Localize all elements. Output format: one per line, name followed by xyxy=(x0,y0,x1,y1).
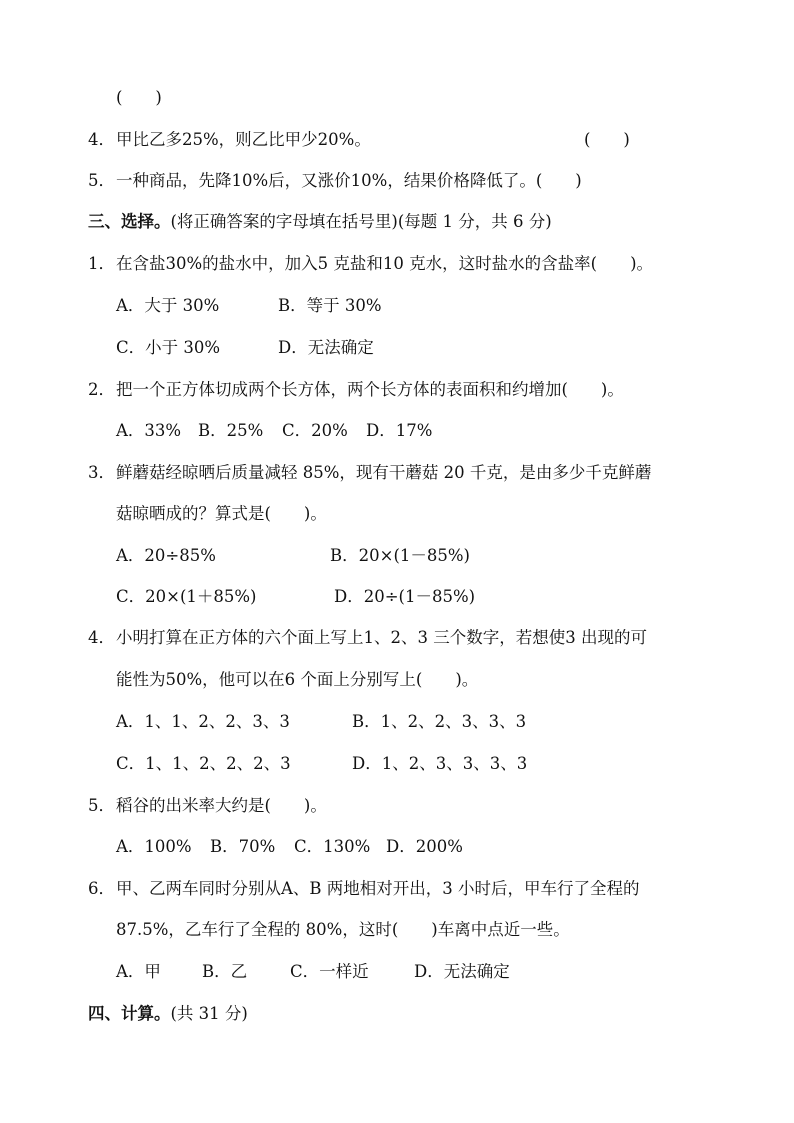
s3-q3-option-d: D．20÷(1－85%) xyxy=(334,587,476,606)
s3-q1-option-b: B．等于 30% xyxy=(278,296,382,315)
s3-q2-option-a: A．33% xyxy=(116,421,182,440)
section4-title: 四、计算。 xyxy=(88,1004,171,1023)
s3-q3-text-line1: 鲜蘑菇经晾晒后质量减轻 85%，现有干蘑菇 20 千克，是由多少千克鲜蘑 xyxy=(116,463,652,482)
s3-q4-option-d: D．1、2、3、3、3、3 xyxy=(352,754,528,773)
s3-q4-text-line2: 能性为50%，他可以在6 个面上分别写上( )。 xyxy=(116,670,479,689)
section4-note: (共 31 分) xyxy=(170,1004,248,1023)
section4-heading xyxy=(88,1004,248,1024)
prev-q5-text: 一种商品，先降10%后，又涨价10%，结果价格降低了。( ) xyxy=(116,171,582,190)
section3-title: 三、选择。 xyxy=(88,212,171,231)
s3-q2-option-b: B．25% xyxy=(198,421,264,440)
s3-q6-option-d: D．无法确定 xyxy=(414,962,510,981)
s3-q5-text: 稻谷的出米率大约是( )。 xyxy=(116,796,327,815)
s3-q4-number: 4． xyxy=(88,628,115,647)
s3-q2-option-d: D．17% xyxy=(366,421,433,440)
section3-heading xyxy=(88,212,552,232)
s3-q4-option-a: A．1、1、2、2、3、3 xyxy=(116,712,290,731)
s3-q6-option-a: A．甲 xyxy=(116,962,161,981)
s3-q1-option-c: C．小于 30% xyxy=(116,338,221,357)
s3-q6-text-line2: 87.5%，乙车行了全程的 80%，这时( )车离中点近一些。 xyxy=(116,920,570,939)
s3-q2-option-c: C．20% xyxy=(282,421,348,440)
prev-q5-number: 5． xyxy=(88,171,115,190)
prev-q4-number: 4． xyxy=(88,130,115,149)
s3-q3-option-c: C．20×(1＋85%) xyxy=(116,587,257,606)
s3-q4-text-line1: 小明打算在正方体的六个面上写上1、2、3 三个数字，若想使3 出现的可 xyxy=(116,628,647,647)
prev-question-answer-paren: ( ) xyxy=(116,88,162,107)
s3-q6-text-line1: 甲、乙两车同时分别从A、B 两地相对开出，3 小时后，甲车行了全程的 xyxy=(116,879,640,898)
s3-q3-option-b: B．20×(1－85%) xyxy=(330,546,470,565)
s3-q5-option-c: C．130% xyxy=(294,837,371,856)
s3-q3-text-line2: 菇晾晒成的？算式是( )。 xyxy=(116,504,327,523)
s3-q1-text: 在含盐30%的盐水中，加入5 克盐和10 克水，这时盐水的含盐率( )。 xyxy=(116,254,654,273)
s3-q1-option-d: D．无法确定 xyxy=(278,338,374,357)
s3-q1-option-a: A．大于 30% xyxy=(116,296,220,315)
s3-q5-number: 5． xyxy=(88,796,115,815)
s3-q3-option-a: A．20÷85% xyxy=(116,546,216,565)
s3-q6-number: 6． xyxy=(88,879,115,898)
s3-q2-text: 把一个正方体切成两个长方体，两个长方体的表面积和约增加( )。 xyxy=(116,380,624,399)
section3-note: (将正确答案的字母填在括号里)(每题 1 分，共 6 分) xyxy=(170,212,552,231)
s3-q2-number: 2． xyxy=(88,380,115,399)
s3-q4-option-c: C．1、1、2、2、2、3 xyxy=(116,754,291,773)
s3-q6-option-b: B．乙 xyxy=(202,962,248,981)
s3-q4-option-b: B．1、2、2、3、3、3 xyxy=(352,712,527,731)
prev-q4-text: 甲比乙多25%，则乙比甲少20%。 xyxy=(116,130,371,149)
s3-q5-option-a: A．100% xyxy=(116,837,192,856)
s3-q1-number: 1． xyxy=(88,254,115,273)
prev-q4-answer-paren: ( ) xyxy=(584,130,630,149)
s3-q5-option-b: B．70% xyxy=(210,837,276,856)
s3-q5-option-d: D．200% xyxy=(386,837,463,856)
s3-q6-option-c: C．一样近 xyxy=(290,962,369,981)
s3-q3-number: 3． xyxy=(88,463,115,482)
